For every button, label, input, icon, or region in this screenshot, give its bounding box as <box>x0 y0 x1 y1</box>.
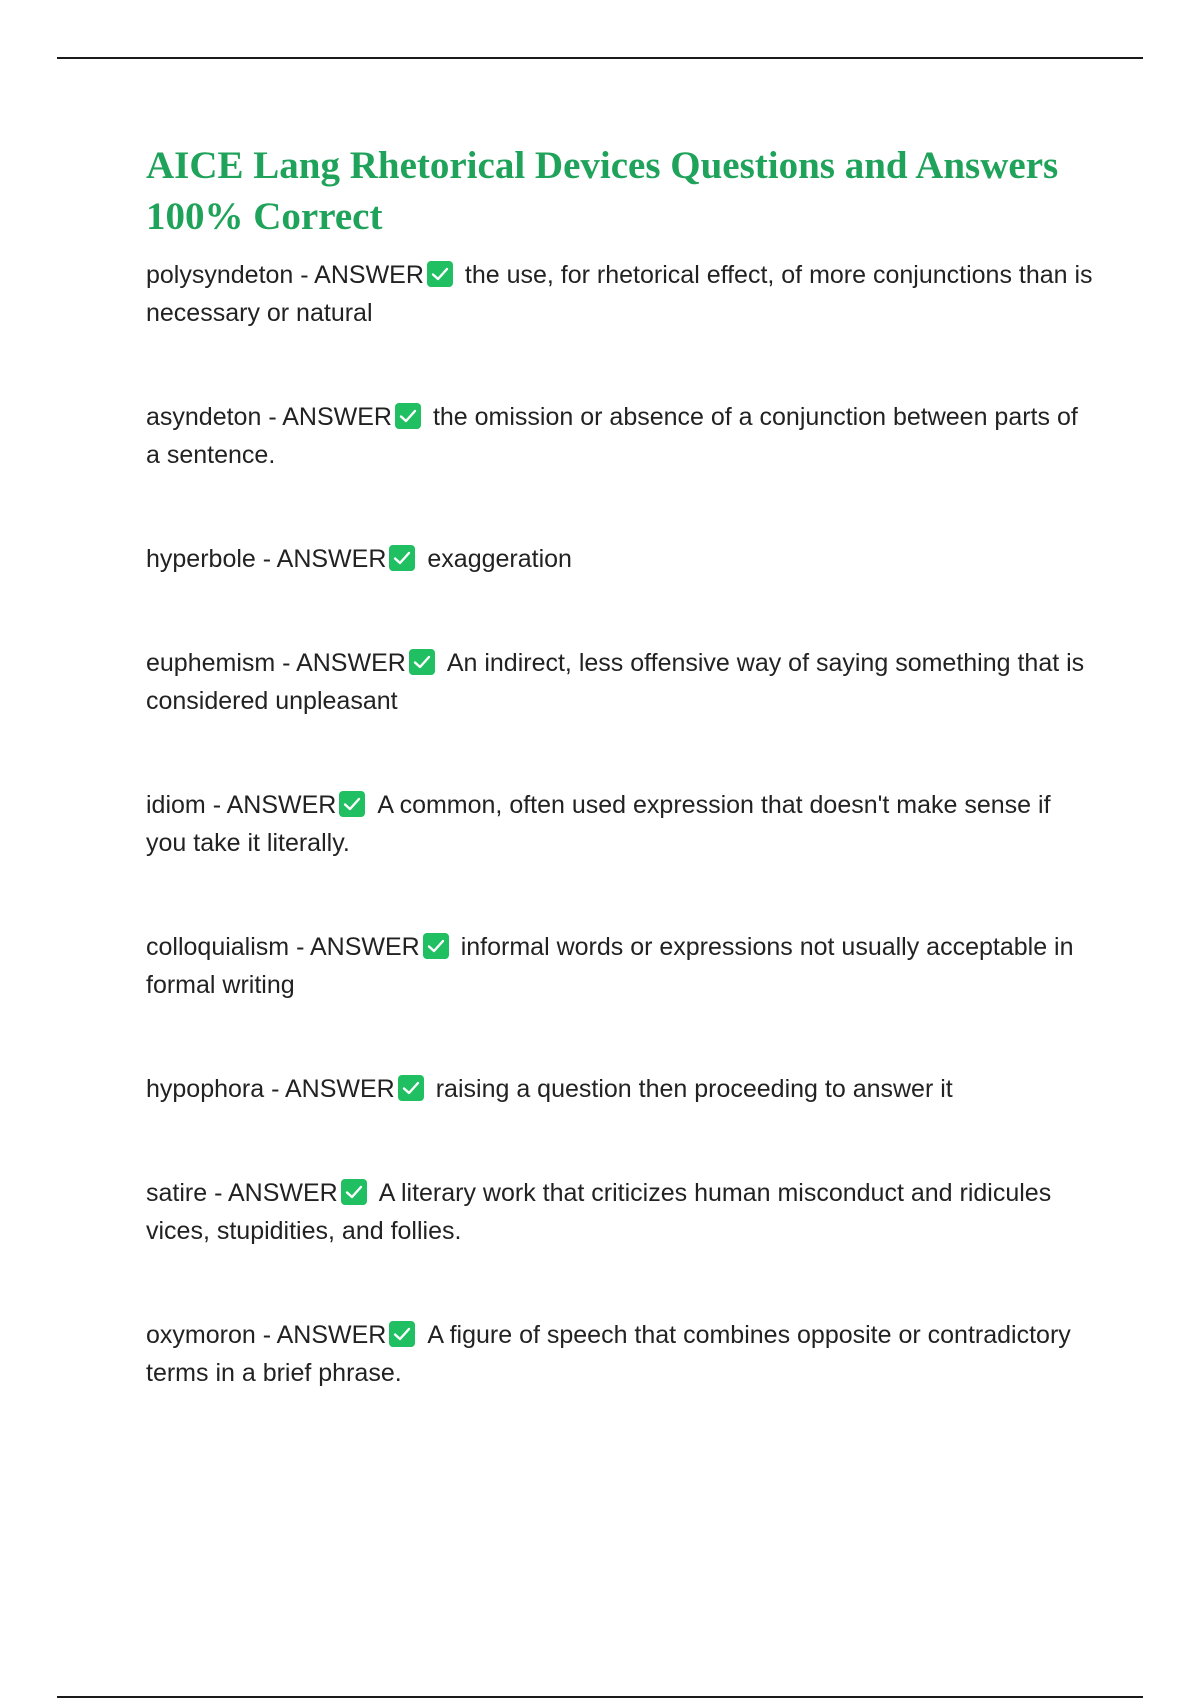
answer-marker: - ANSWER <box>264 1075 395 1103</box>
entry-term: hyperbole <box>146 545 256 573</box>
entry-definition: the omission or absence of a conjunction between parts of a sentence. <box>146 403 1085 469</box>
entry-definition: informal words or expressions not usually acceptable in formal writing <box>146 933 1081 999</box>
entry-term: hypophora <box>146 1075 265 1103</box>
entry-term: oxymoron <box>146 1321 256 1349</box>
qa-entry <box>146 928 1096 1004</box>
check-box-icon <box>389 1321 415 1347</box>
entry-term: colloquialism <box>146 933 290 961</box>
bottom-rule <box>57 1696 1143 1698</box>
check-box-icon <box>409 649 435 675</box>
entry-definition: A figure of speech that combines opposite or contradictory terms in a brief phrase. <box>146 1321 1078 1387</box>
entry-definition: A common, often used expression that doesn't make sense if you take it literally. <box>146 791 1058 857</box>
qa-entry <box>146 540 1096 578</box>
check-box-icon <box>339 791 365 817</box>
answer-marker: - ANSWER <box>205 791 337 819</box>
answer-marker: - ANSWER <box>293 261 424 289</box>
qa-entry <box>146 786 1096 862</box>
answer-marker: - ANSWER <box>261 403 392 431</box>
top-rule <box>57 57 1143 59</box>
document-body <box>146 140 1100 1392</box>
qa-entry <box>146 1316 1096 1392</box>
entry-term: satire <box>146 1179 208 1207</box>
entry-definition: A literary work that criticizes human misconduct and ridicules vices, stupidities, and follies. <box>146 1179 1059 1245</box>
answer-marker: - ANSWER <box>275 649 406 677</box>
check-box-icon <box>341 1179 367 1205</box>
document-title: AICE Lang Rhetorical Devices Questions and Answers 100% Correct <box>146 144 1059 238</box>
qa-entry <box>146 1070 1096 1108</box>
qa-entry <box>146 1174 1096 1250</box>
answer-marker: - ANSWER <box>207 1179 338 1207</box>
check-box-icon <box>427 261 453 287</box>
answer-marker: - ANSWER <box>255 1321 387 1349</box>
entry-term: asyndeton <box>146 403 262 431</box>
entry-list <box>146 256 1100 1392</box>
entry-definition: raising a question then proceeding to answer it <box>435 1075 953 1103</box>
entry-term: idiom <box>146 791 206 819</box>
entry-term: polysyndeton <box>146 261 294 289</box>
entry-definition: exaggeration <box>427 545 572 573</box>
entry-term: euphemism <box>146 649 276 677</box>
check-box-icon <box>389 545 415 571</box>
check-box-icon <box>395 403 421 429</box>
qa-entry <box>146 256 1100 332</box>
answer-marker: - ANSWER <box>255 545 387 573</box>
check-box-icon <box>398 1075 424 1101</box>
qa-entry <box>146 398 1096 474</box>
qa-entry <box>146 644 1096 720</box>
check-box-icon <box>423 933 449 959</box>
entry-definition: the use, for rhetorical effect, of more conjunctions than is necessary or natural <box>146 261 1100 327</box>
answer-marker: - ANSWER <box>289 933 420 961</box>
entry-definition: An indirect, less offensive way of saying something that is considered unpleasant <box>146 649 1092 715</box>
